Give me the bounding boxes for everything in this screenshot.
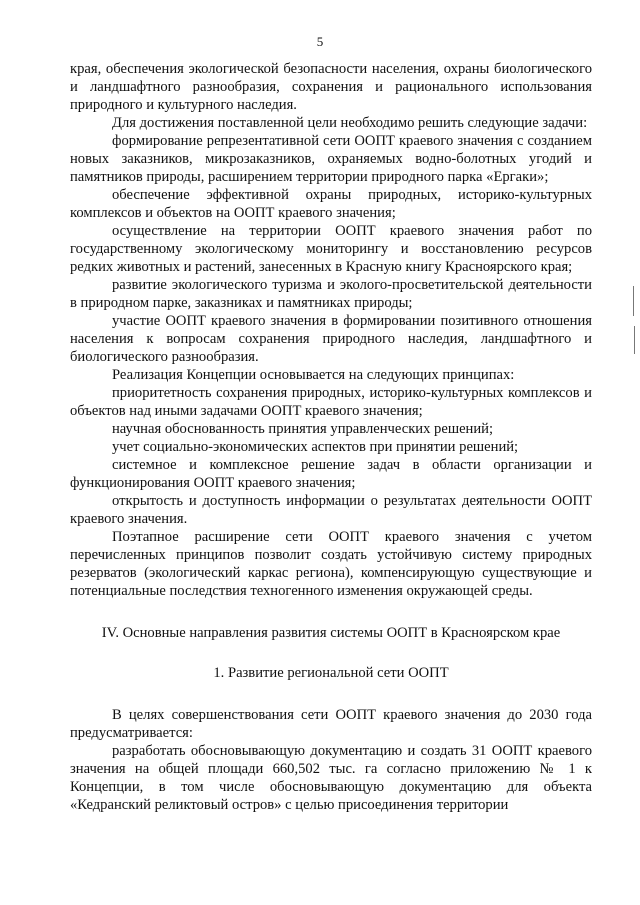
section-heading: IV. Основные направления развития системы ООПТ в Красноярском крае — [101, 625, 561, 641]
paragraph: Для достижения поставленной цели необходимо решить следующие задачи: — [112, 115, 588, 131]
paragraph: разработать обосновывающую документацию и создать 31 ООПТ краевого значения на общей площади 660,502 тыс. га согласно приложению № 1 к Концепции, в том числе обосновывающую документацию для объекта «Кедранский реликтовый остров» с целью присоединения территории — [70, 743, 592, 813]
paragraphs-after — [70, 706, 592, 814]
paragraph: края, обеспечения экологической безопасности населения, охраны биологического и ландшафтного разнообразия, сохранения и рационального использования природного и культурного наследия. — [70, 61, 592, 113]
paragraph: обеспечение эффективной охраны природных, историко-культурных комплексов и объектов на ООПТ краевого значения; — [70, 187, 592, 221]
document-body — [70, 60, 592, 814]
page-number: 5 — [316, 34, 324, 49]
paragraph: научная обоснованность принятия управленческих решений; — [112, 421, 494, 437]
paragraph: учет социально-экономических аспектов при принятии решений; — [112, 439, 519, 455]
scan-edge-mark — [634, 326, 635, 354]
paragraph: формирование репрезентативной сети ООПТ краевого значения с созданием новых заказников, микрозаказников, охраняемых водно-болотных угодий и памятников природы, расширением территории природного парка «Ергаки»; — [70, 133, 592, 185]
paragraph: В целях совершенствования сети ООПТ краевого значения до 2030 года предусматривается: — [70, 707, 592, 741]
paragraphs-before — [70, 60, 592, 600]
paragraph: Поэтапное расширение сети ООПТ краевого значения с учетом перечисленных принципов позволит создать устойчивую систему природных резерватов (экологический каркас региона), компенсирующую существующие и потенциальные последствия техногенного изменения окружающей среды. — [70, 529, 592, 599]
subsection-heading: 1. Развитие региональной сети ООПТ — [213, 665, 449, 681]
paragraph: приоритетность сохранения природных, историко-культурных комплексов и объектов над иными задачами ООПТ краевого значения; — [70, 385, 592, 419]
paragraph: Реализация Концепции основывается на следующих принципах: — [112, 367, 515, 383]
paragraph: системное и комплексное решение задач в области организации и функционирования ООПТ краевого значения; — [70, 457, 592, 491]
paragraph: открытость и доступность информации о результатах деятельности ООПТ краевого значения. — [70, 493, 592, 527]
paragraph: развитие экологического туризма и эколого-просветительской деятельности в природном парке, заказниках и памятниках природы; — [70, 277, 592, 311]
paragraph: осуществление на территории ООПТ краевого значения работ по государственному экологическому мониторингу и восстановлению ресурсов редких животных и растений, занесенных в Красную книгу Красноярского края; — [70, 223, 592, 275]
scan-edge-mark — [633, 286, 634, 316]
paragraph: участие ООПТ краевого значения в формировании позитивного отношения населения к вопросам сохранения природного наследия, ландшафтного и биологического разнообразия. — [70, 313, 592, 365]
